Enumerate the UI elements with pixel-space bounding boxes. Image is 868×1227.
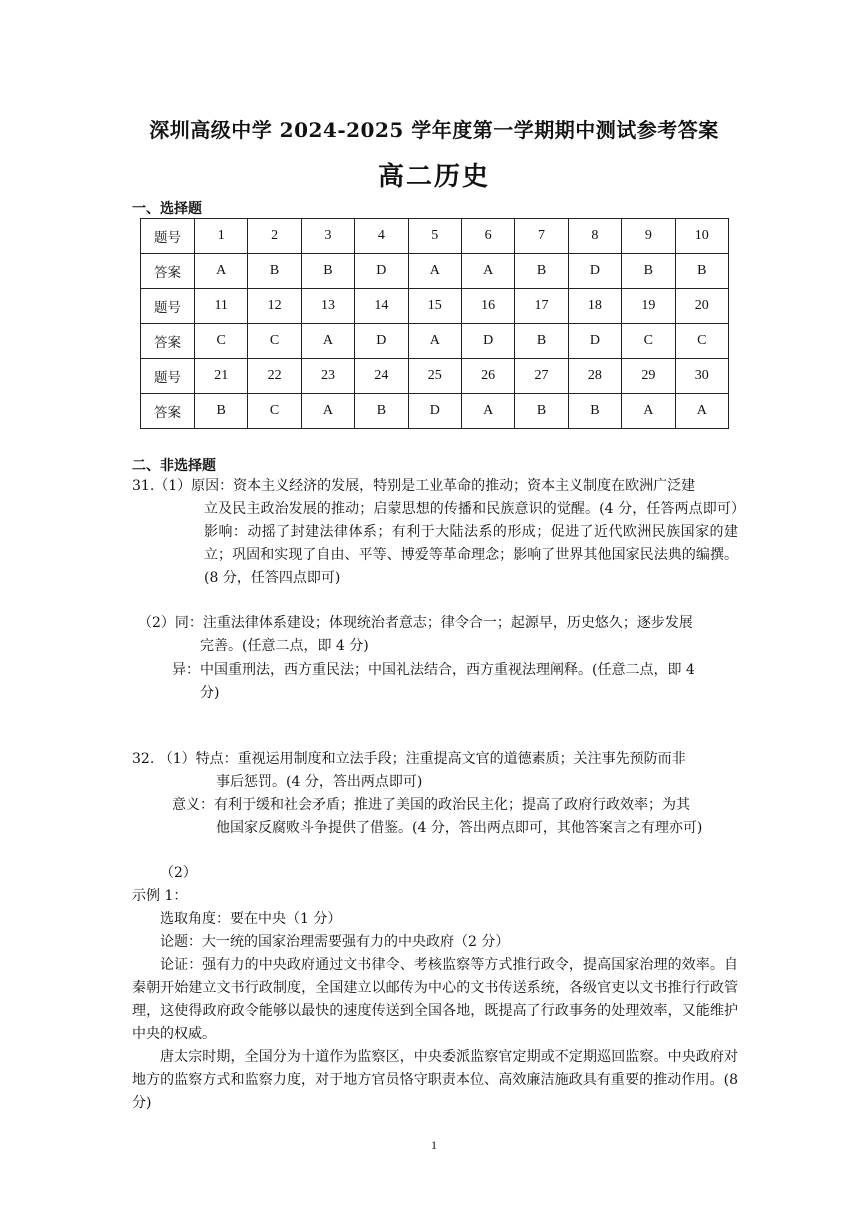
question-number-row xyxy=(141,289,729,324)
row-label: 答案 xyxy=(141,394,195,429)
q32-meaning-cont: 他国家反腐败斗争提供了借鉴。(4 分，答出两点即可，其他答案言之有理亦可) xyxy=(216,820,703,836)
q31-part1-cont: 立及民主政治发展的推动；启蒙思想的传播和民族意识的觉醒。(4 分，任答两点即可）影响：动摇了封建法律体系；有利于大陆法系的形成；促进了近代欧洲民族国家的建立；巩固和实现了自由、平等、博爱等革命理念；影响了世界其他国家民法典的编撰。(8 分，任答四点即可) xyxy=(204,501,738,586)
row-label: 题号 xyxy=(141,359,195,394)
question-number-cell: 19 xyxy=(622,289,675,324)
question-number-cell: 26 xyxy=(461,359,514,394)
answer-cell: D xyxy=(355,324,408,359)
question-number-cell: 1 xyxy=(195,219,248,254)
answer-cell: D xyxy=(408,394,461,429)
question-number-cell: 28 xyxy=(568,359,621,394)
example-label: 示例 1： xyxy=(132,888,188,904)
question-number-cell: 10 xyxy=(675,219,728,254)
answer-cell: A xyxy=(461,254,514,289)
answer-cell: A xyxy=(675,394,728,429)
q31-part1: 31.（1）原因：资本主义经济的发展，特别是工业革命的推动；资本主义制度在欧洲广泛建 xyxy=(132,478,696,494)
answer-row xyxy=(141,394,729,429)
example-argument-1: 论证：强有力的中央政府通过文书律令、考核监察等方式推行政令，提高国家治理的效率。自秦朝开始建立文书行政制度，全国建立以邮传为中心的文书传送系统，各级官吏以文书推行行政管理，这使得政府政令能够以最快的速度传送到全国各地，既提高了行政事务的处理效率，又能维护中央的权威。 xyxy=(132,957,738,1042)
answer-cell: B xyxy=(515,324,568,359)
row-label: 答案 xyxy=(141,254,195,289)
answer-cell: B xyxy=(301,254,354,289)
question-number-cell: 20 xyxy=(675,289,728,324)
answer-cell: A xyxy=(461,394,514,429)
question-number-cell: 24 xyxy=(355,359,408,394)
row-label: 答案 xyxy=(141,324,195,359)
question-number-cell: 30 xyxy=(675,359,728,394)
answer-cell: B xyxy=(355,394,408,429)
answer-cell: A xyxy=(301,394,354,429)
question-number-cell: 14 xyxy=(355,289,408,324)
example-argument-2: 唐太宗时期，全国分为十道作为监察区，中央委派监察官定期或不定期巡回监察。中央政府对地方的监察方式和监察力度，对于地方官员恪守职责本位、高效廉洁施政具有重要的推动作用。(8 分) xyxy=(132,1049,738,1111)
answer-cell: A xyxy=(195,254,248,289)
q32-meaning: 意义：有利于缓和社会矛盾；推进了美国的政治民主化；提高了政府行政效率；为其 xyxy=(172,797,690,813)
answer-cell: D xyxy=(461,324,514,359)
q31-part3-cont: 分) xyxy=(200,685,220,701)
question-number-cell: 9 xyxy=(622,219,675,254)
answer-cell: A xyxy=(301,324,354,359)
question-number-cell: 15 xyxy=(408,289,461,324)
answer-cell: A xyxy=(408,254,461,289)
answer-cell: D xyxy=(568,324,621,359)
question-number-cell: 8 xyxy=(568,219,621,254)
question-number-cell: 5 xyxy=(408,219,461,254)
question-number-cell: 16 xyxy=(461,289,514,324)
question-number-cell: 4 xyxy=(355,219,408,254)
question-number-cell: 22 xyxy=(248,359,301,394)
answer-row xyxy=(141,254,729,289)
answer-cell: B xyxy=(568,394,621,429)
answer-cell: C xyxy=(248,394,301,429)
section-heading-choice: 一、选择题 xyxy=(132,201,202,217)
question-number-cell: 7 xyxy=(515,219,568,254)
answer-cell: D xyxy=(568,254,621,289)
question-number-cell: 13 xyxy=(301,289,354,324)
q32-part2: （2） xyxy=(160,865,197,881)
question-number-cell: 12 xyxy=(248,289,301,324)
answer-table xyxy=(140,218,729,429)
question-number-cell: 27 xyxy=(515,359,568,394)
answer-cell: C xyxy=(622,324,675,359)
answer-row xyxy=(141,324,729,359)
example-angle: 选取角度：要在中央（1 分） xyxy=(160,911,342,927)
q31-part2: （2）同：注重法律体系建设；体现统治者意志；律令合一；起源早，历史悠久；逐步发展 xyxy=(138,615,693,631)
answer-cell: C xyxy=(675,324,728,359)
answer-cell: D xyxy=(355,254,408,289)
question-number-cell: 17 xyxy=(515,289,568,324)
example-thesis: 论题：大一统的国家治理需要强有力的中央政府（2 分） xyxy=(160,934,510,950)
answer-cell: B xyxy=(515,394,568,429)
q31-part3: 异：中国重刑法，西方重民法；中国礼法结合，西方重视法理阐释。(任意二点，即 4 xyxy=(172,662,695,678)
section-heading-nonchoice: 二、非选择题 xyxy=(132,458,216,474)
question-number-cell: 21 xyxy=(195,359,248,394)
question-number-cell: 2 xyxy=(248,219,301,254)
question-number-row xyxy=(141,359,729,394)
question-number-cell: 23 xyxy=(301,359,354,394)
row-label: 题号 xyxy=(141,219,195,254)
question-number-cell: 29 xyxy=(622,359,675,394)
question-number-cell: 25 xyxy=(408,359,461,394)
question-number-cell: 3 xyxy=(301,219,354,254)
page-number: 1 xyxy=(431,1138,437,1152)
answer-cell: B xyxy=(195,394,248,429)
question-number-row xyxy=(141,219,729,254)
answer-cell: C xyxy=(248,324,301,359)
page-subtitle: 高二历史 xyxy=(377,162,490,192)
answer-cell: B xyxy=(515,254,568,289)
q31-part2-cont: 完善。(任意二点，即 4 分) xyxy=(200,638,369,654)
page-title: 深圳高级中学 2024-2025 学年度第一学期期中测试参考答案 xyxy=(149,118,719,142)
answer-cell: A xyxy=(622,394,675,429)
answer-cell: B xyxy=(675,254,728,289)
answer-cell: B xyxy=(248,254,301,289)
answer-cell: A xyxy=(408,324,461,359)
q32-part1-cont: 事后惩罚。(4 分，答出两点即可) xyxy=(216,774,423,790)
q32-part1: 32. （1）特点：重视运用制度和立法手段；注重提高文官的道德素质；关注事先预防而非 xyxy=(132,751,686,767)
question-number-cell: 11 xyxy=(195,289,248,324)
answer-cell: C xyxy=(195,324,248,359)
question-number-cell: 18 xyxy=(568,289,621,324)
answer-cell: B xyxy=(622,254,675,289)
question-number-cell: 6 xyxy=(461,219,514,254)
row-label: 题号 xyxy=(141,289,195,324)
